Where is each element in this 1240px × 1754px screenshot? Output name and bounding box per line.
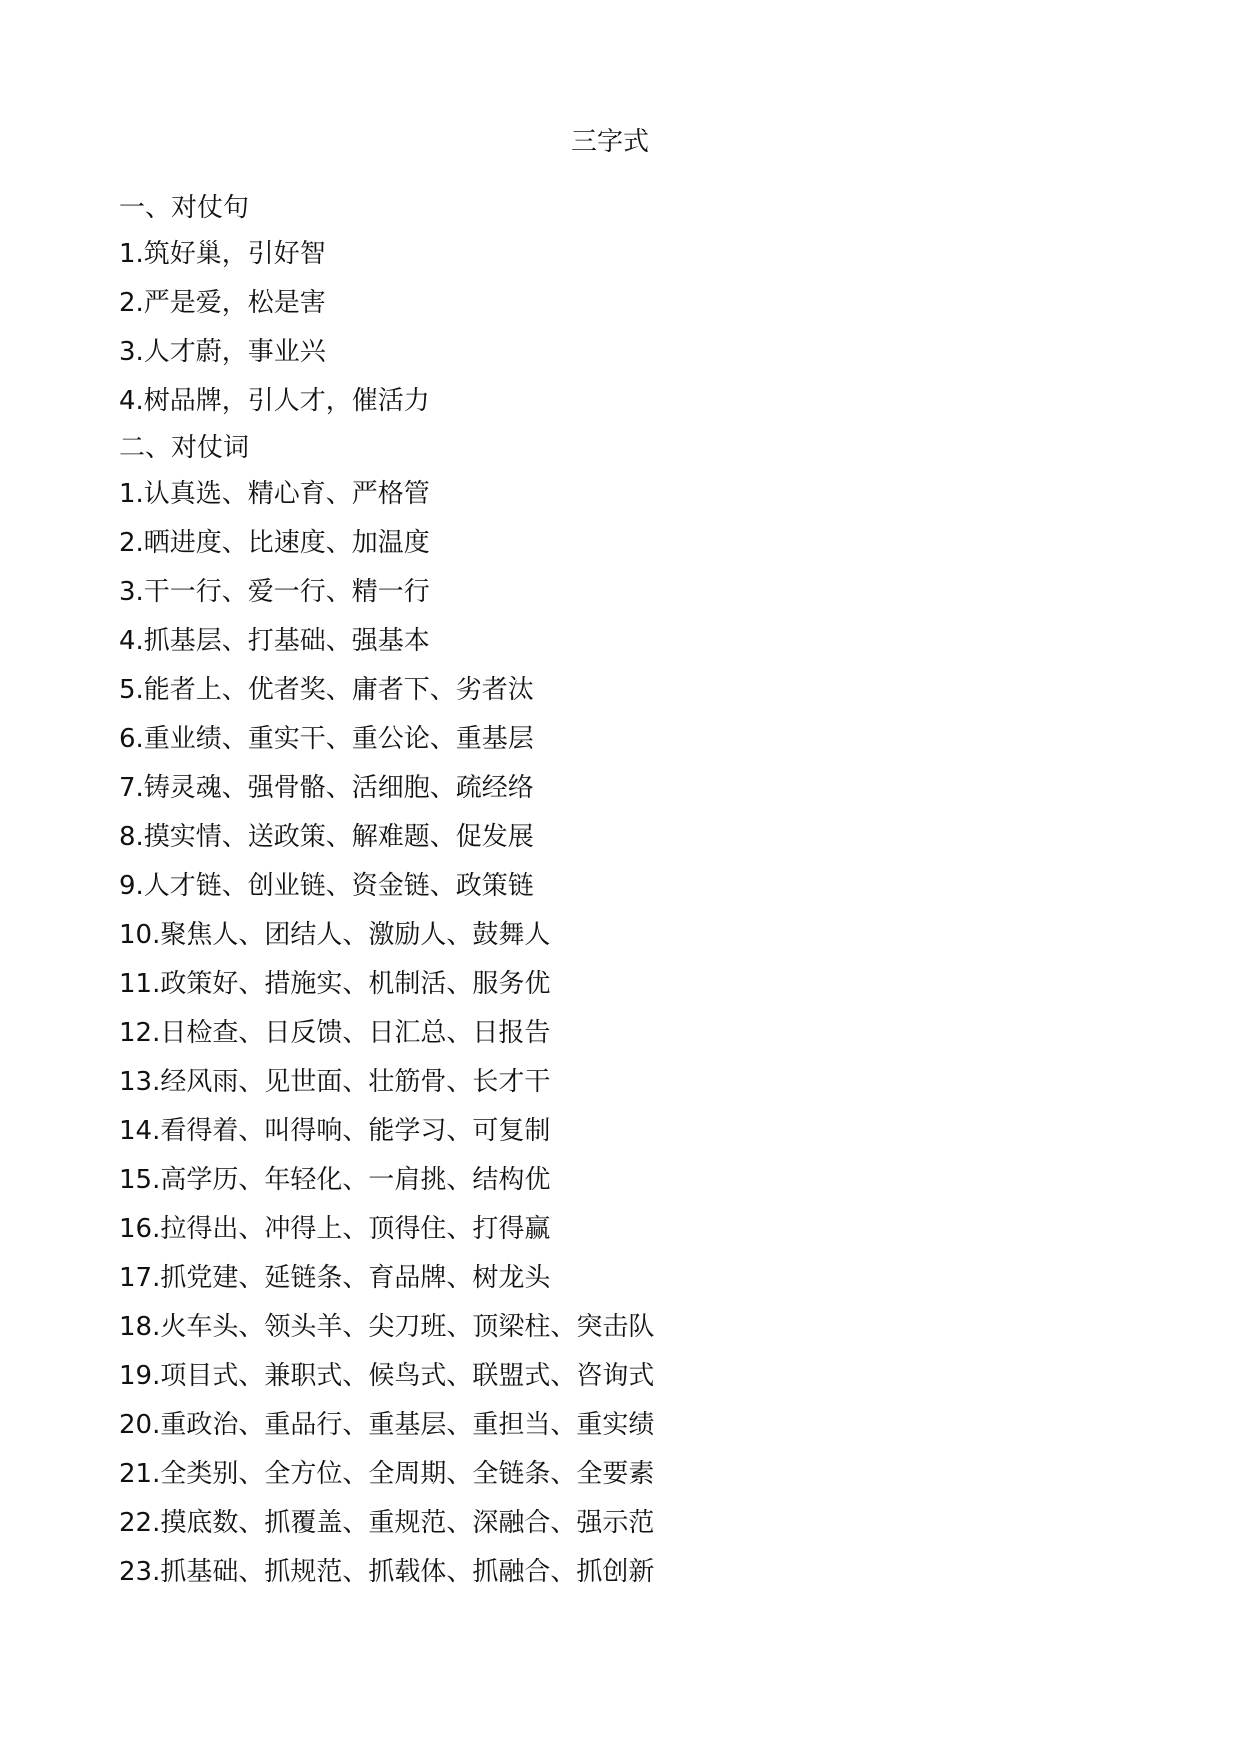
section-duizhang-ju (119, 186, 1119, 426)
list-item: 4.树品牌，引人才，催活力 (119, 386, 430, 416)
list-item: 3.干一行、爱一行、精一行 (119, 577, 430, 607)
list-item: 8.摸实情、送政策、解难题、促发展 (119, 822, 534, 852)
section-duizhang-ci (119, 426, 1119, 1597)
list-item: 6.重业绩、重实干、重公论、重基层 (119, 724, 534, 754)
list-item: 21.全类别、全方位、全周期、全链条、全要素 (119, 1459, 655, 1489)
list-item: 12.日检查、日反馈、日汇总、日报告 (119, 1018, 551, 1048)
list-item: 9.人才链、创业链、资金链、政策链 (119, 871, 534, 901)
list-item: 14.看得着、叫得响、能学习、可复制 (119, 1116, 551, 1146)
list-item: 20.重政治、重品行、重基层、重担当、重实绩 (119, 1410, 655, 1440)
list-item: 16.拉得出、冲得上、顶得住、打得赢 (119, 1214, 551, 1244)
list-item: 19.项目式、兼职式、候鸟式、联盟式、咨询式 (119, 1361, 655, 1391)
list-item: 18.火车头、领头羊、尖刀班、顶梁柱、突击队 (119, 1312, 655, 1342)
page-title-text: 三字式 (570, 127, 649, 157)
list-item: 17.抓党建、延链条、育品牌、树龙头 (119, 1263, 551, 1293)
list-item: 7.铸灵魂、强骨骼、活细胞、疏经络 (119, 773, 534, 803)
page-title (0, 118, 1240, 166)
list-item: 1.筑好巢，引好智 (119, 239, 326, 269)
list-item: 11.政策好、措施实、机制活、服务优 (119, 969, 551, 999)
list-item: 22.摸底数、抓覆盖、重规范、深融合、强示范 (119, 1508, 655, 1538)
list-item: 23.抓基础、抓规范、抓载体、抓融合、抓创新 (119, 1557, 655, 1587)
list-item: 4.抓基层、打基础、强基本 (119, 626, 430, 656)
list-item: 2.严是爱，松是害 (119, 288, 326, 318)
list-item: 15.高学历、年轻化、一肩挑、结构优 (119, 1165, 551, 1195)
section-heading: 一、对仗句 (119, 193, 250, 223)
list-item: 5.能者上、优者奖、庸者下、劣者汰 (119, 675, 534, 705)
list-item: 13.经风雨、见世面、壮筋骨、长才干 (119, 1067, 551, 1097)
section-heading: 二、对仗词 (119, 433, 250, 463)
list-item: 10.聚焦人、团结人、激励人、鼓舞人 (119, 920, 551, 950)
document-body (119, 186, 1119, 1597)
list-item: 3.人才蔚，事业兴 (119, 337, 326, 367)
list-item: 2.晒进度、比速度、加温度 (119, 528, 430, 558)
list-item: 1.认真选、精心育、严格管 (119, 479, 430, 509)
